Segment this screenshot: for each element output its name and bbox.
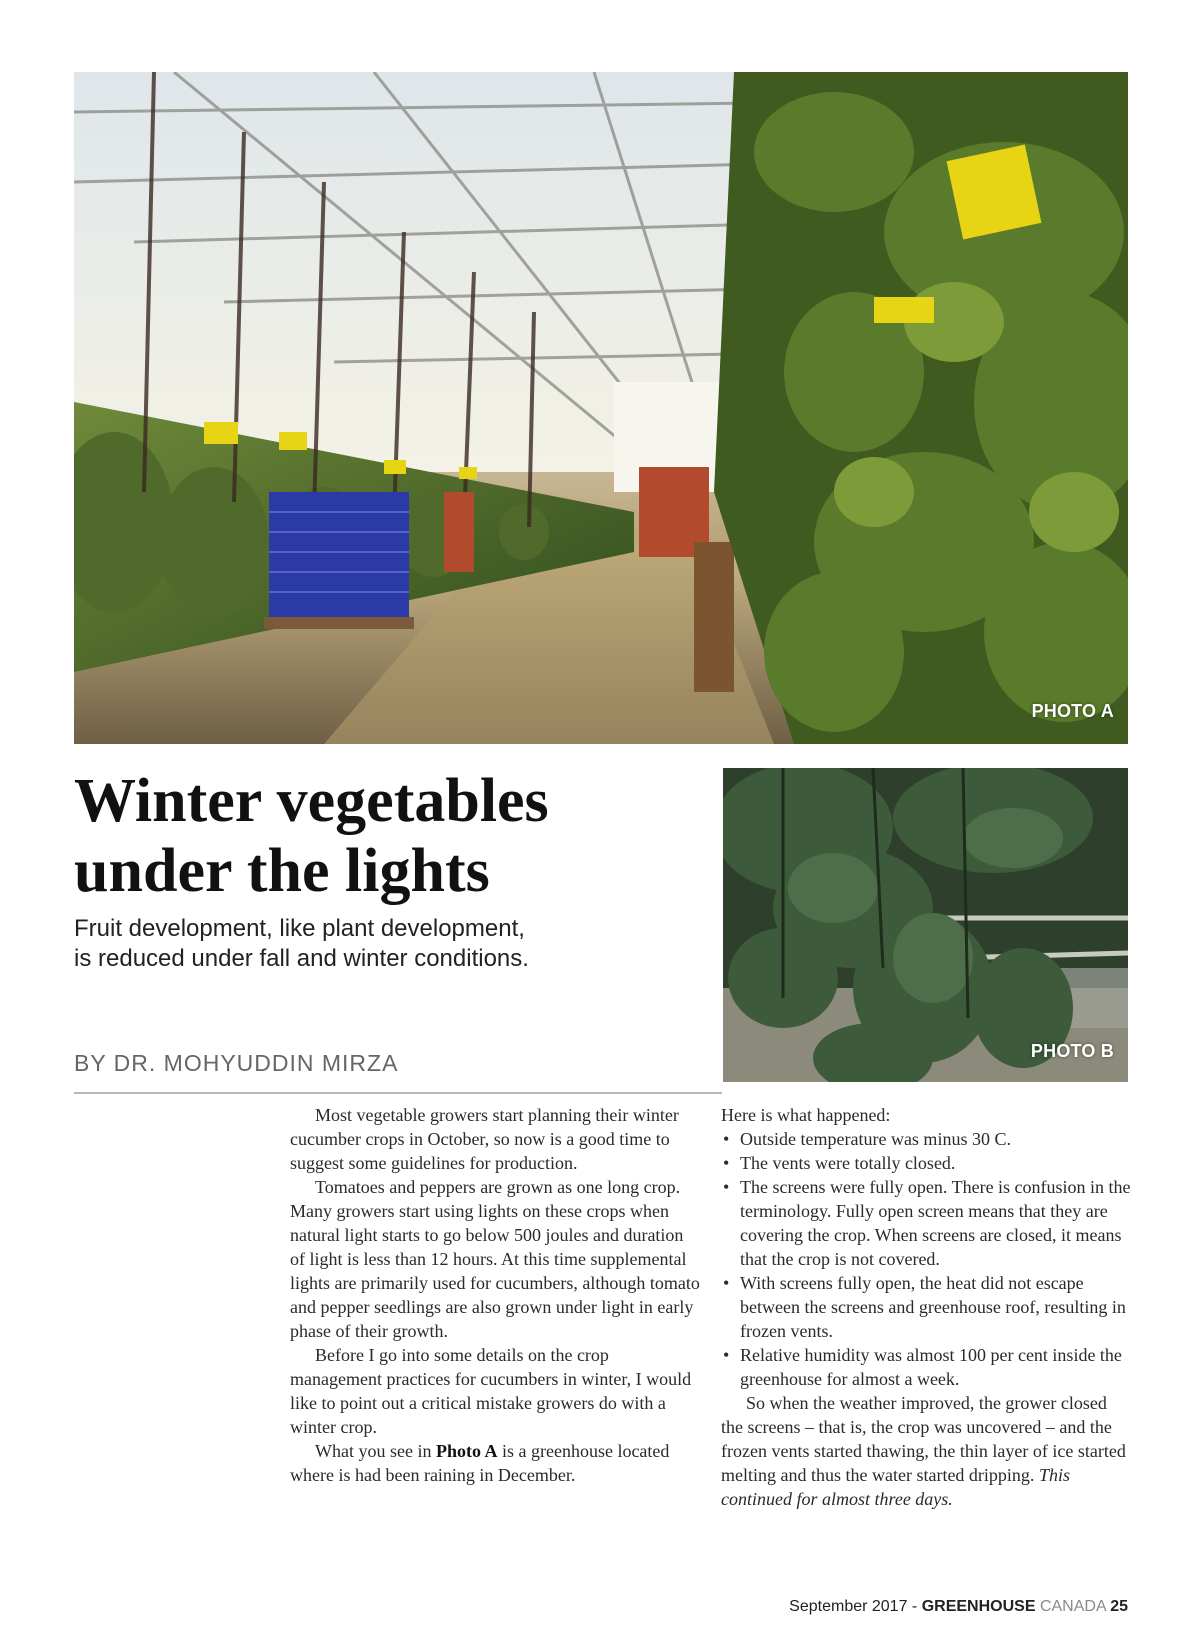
footer-brand: GREENHOUSE: [921, 1598, 1036, 1615]
author-byline: BY DR. MOHYUDDIN MIRZA: [74, 1050, 399, 1076]
paragraph-4-end: is a greenhouse located where is had been raining in December.: [290, 1441, 670, 1485]
events-list: [721, 1127, 1133, 1391]
headline-line-1: Winter vegetables: [74, 767, 549, 835]
page-number: 25: [1110, 1598, 1128, 1615]
closing-paragraph: [721, 1391, 1133, 1511]
list-item: • The vents were totally closed.: [721, 1151, 1133, 1175]
deck-line-2: is reduced under fall and winter conditions.: [74, 945, 529, 972]
footer-brand-suffix: CANADA: [1035, 1598, 1106, 1615]
byline-divider: [74, 1092, 722, 1094]
paragraph-3: Before I go into some details on the crop management practices for cucumbers in winter, I would like to point out a critical mistake growers do with a winter crop.: [290, 1345, 692, 1437]
photo-a-greenhouse-image: [74, 72, 1128, 744]
photo-b-label: PHOTO B: [1030, 1041, 1114, 1061]
closing-text: So when the weather improved, the grower closed the screens – that is, the crop was uncovered – and the frozen vents started thawing, the thin layer of ice started melting and thus the water started dripping.: [721, 1393, 1126, 1485]
list-item: • With screens fully open, the heat did not escape between the screens and greenhouse roof, resulting in frozen vents.: [721, 1271, 1133, 1343]
headline-line-2: under the lights: [74, 837, 490, 905]
article-deck: [74, 914, 674, 974]
photo-b-cucumber-leaves-image: [723, 768, 1128, 1082]
list-item: • Outside temperature was minus 30 C.: [721, 1127, 1133, 1151]
paragraph-2: Tomatoes and peppers are grown as one long crop. Many growers start using lights on these crops when natural light starts to go below 500 joules and duration of light is less than 12 hours. At this time supplemental lights are primarily used for cucumbers, although tomato and pepper seedlings are also grown under light in early phase of their growth.: [290, 1177, 700, 1341]
paragraph-4-start: What you see in: [315, 1441, 436, 1461]
body-column-left: [290, 1103, 702, 1487]
photo-a-reference: Photo A: [435, 1441, 498, 1461]
body-column-right: [721, 1103, 1133, 1511]
closing-italic: This continued for almost three days.: [721, 1465, 1070, 1509]
list-intro: Here is what happened:: [721, 1105, 891, 1125]
photo-a-label: PHOTO A: [1031, 701, 1114, 721]
paragraph-1: Most vegetable growers start planning their winter cucumber crops in October, so now is a good time to suggest some guidelines for production.: [290, 1105, 679, 1173]
paragraph-4: [290, 1439, 702, 1487]
deck-line-1: Fruit development, like plant development,: [74, 915, 525, 942]
article-headline: [74, 766, 694, 906]
list-item: • Relative humidity was almost 100 per cent inside the greenhouse for almost a week.: [721, 1343, 1133, 1391]
footer-date: September 2017 -: [789, 1598, 922, 1615]
list-item: • The screens were fully open. There is confusion in the terminology. Fully open screen means that they are covering the crop. When screens are closed, it means that the crop is not covered.: [721, 1175, 1133, 1271]
page-footer: [789, 1598, 1128, 1616]
